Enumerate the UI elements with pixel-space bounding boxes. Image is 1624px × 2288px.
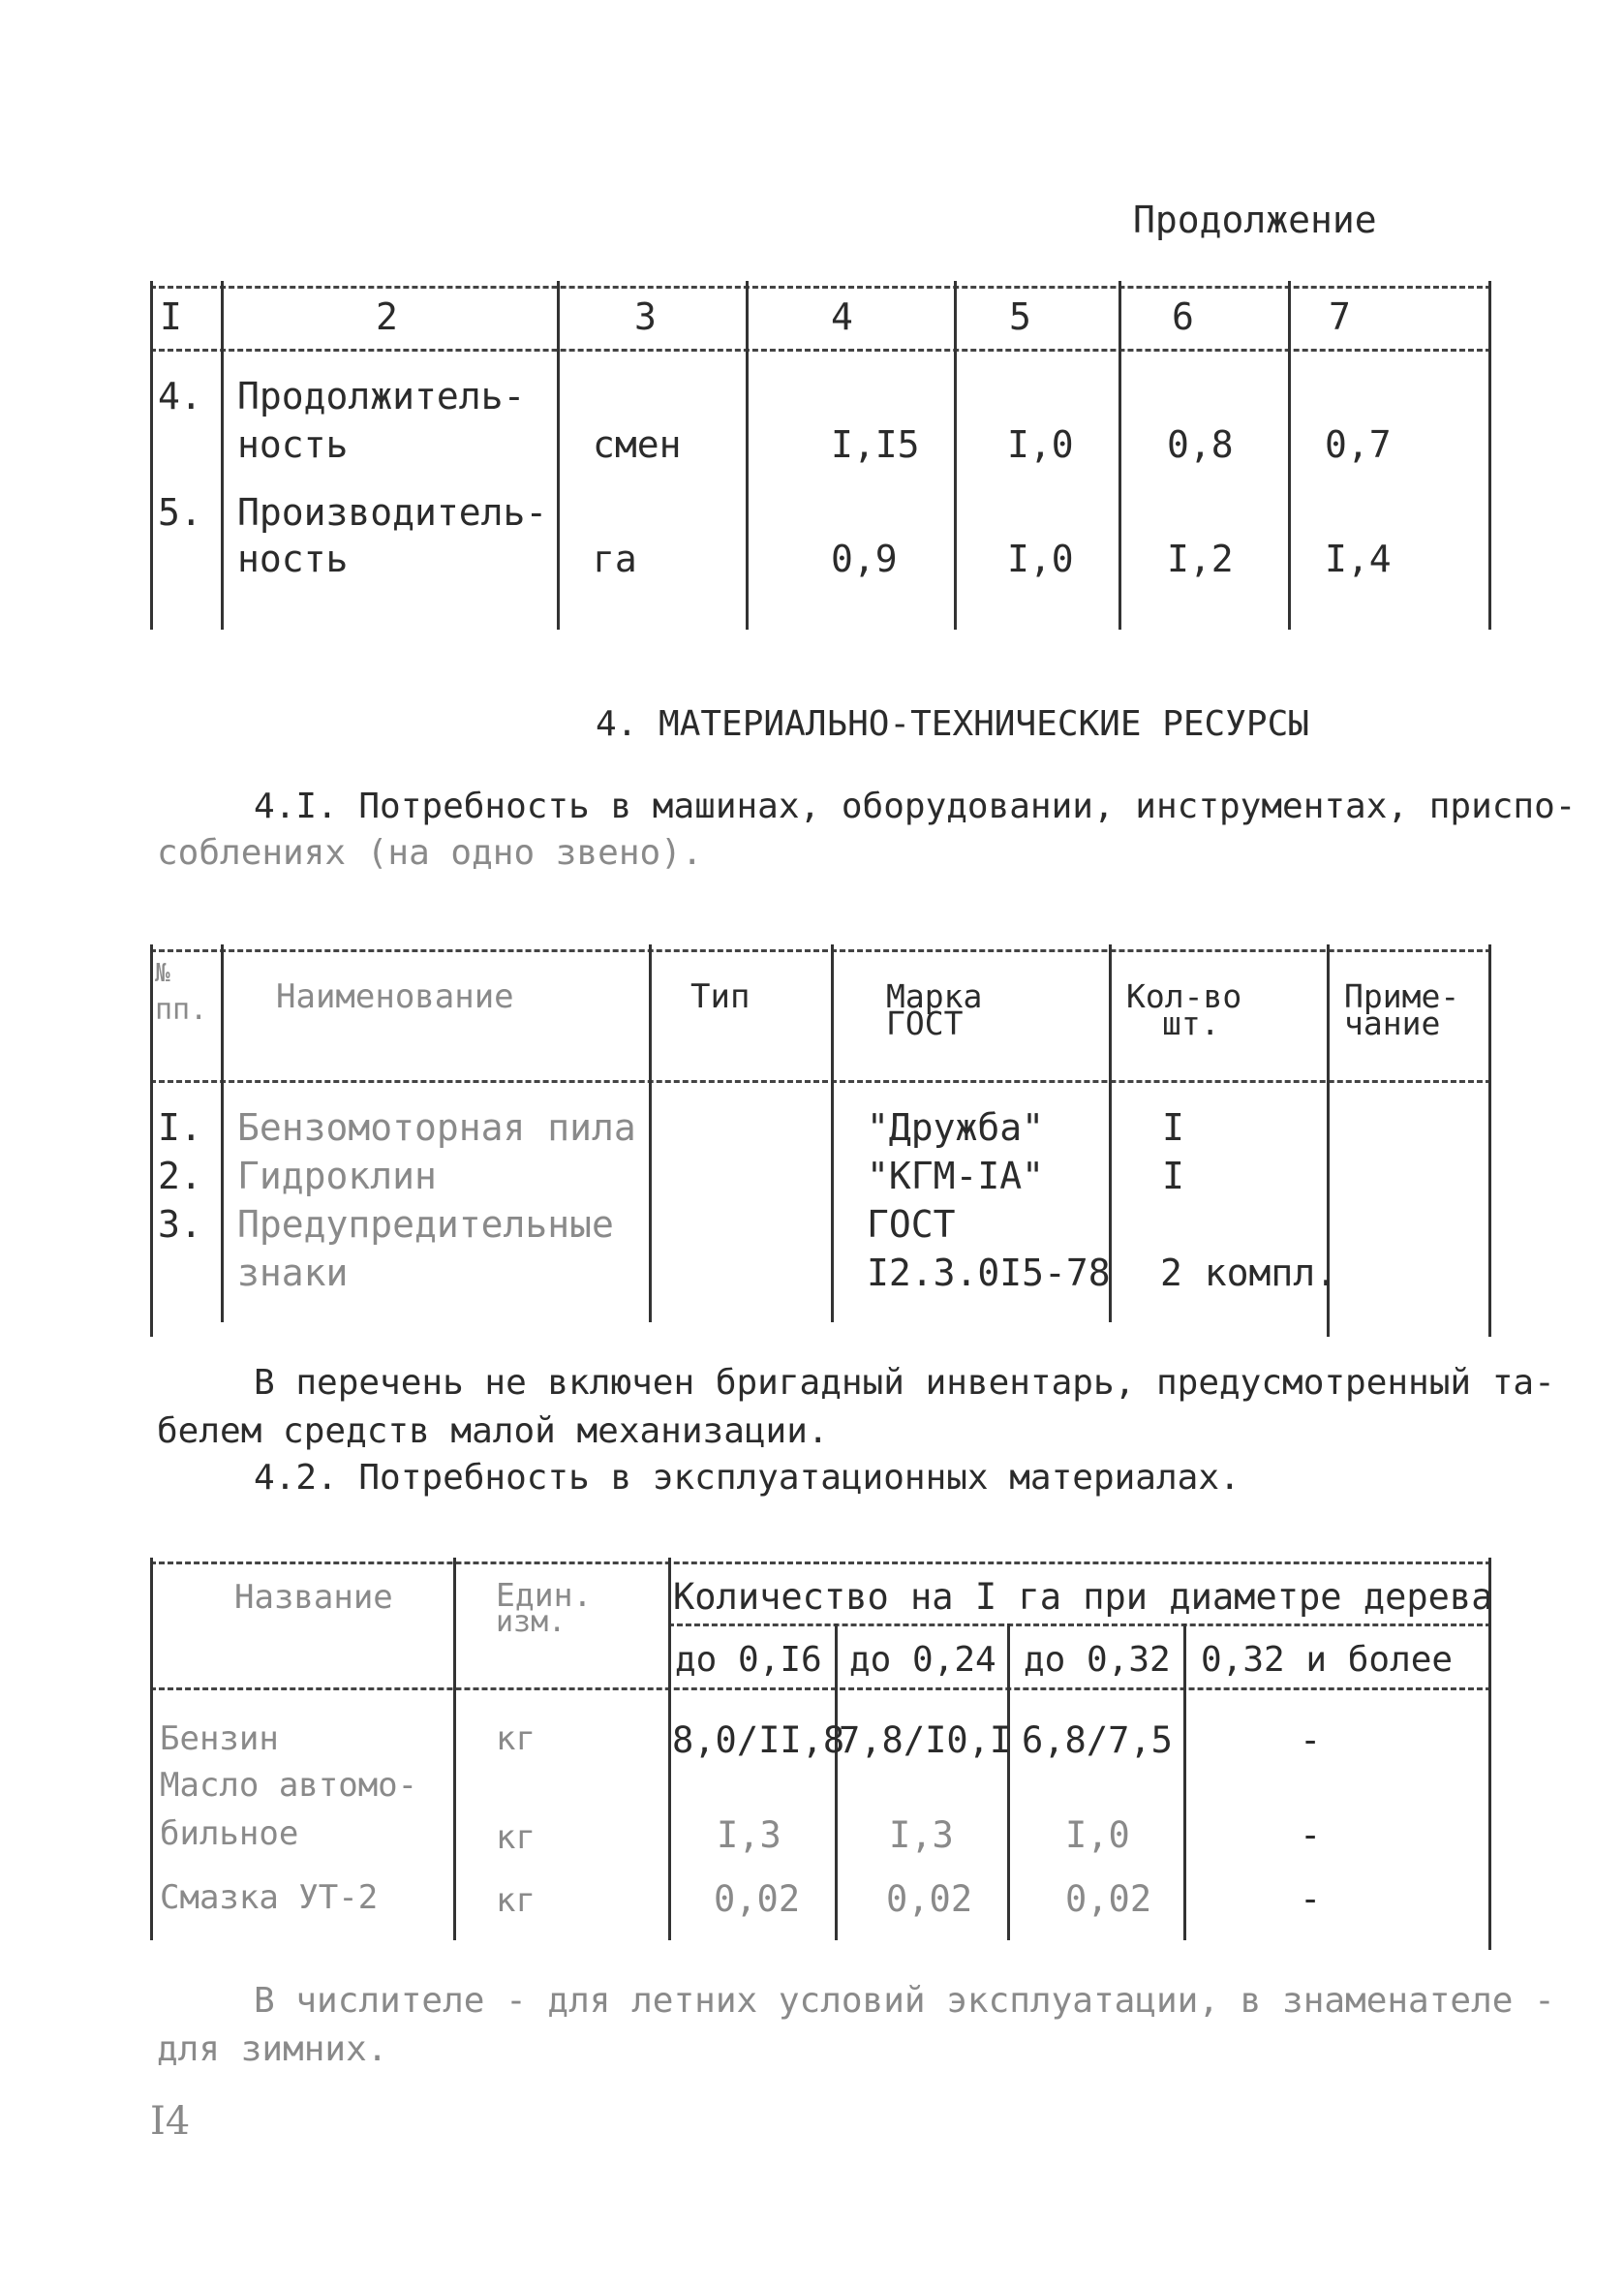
table-1-vline <box>954 281 957 630</box>
table-row-value: 7,8/I0,I <box>839 1719 1012 1761</box>
note-line: белем средств малой механизации. <box>157 1411 829 1451</box>
table-3-header-quantity: Количество на I га при диаметре дерева <box>673 1576 1493 1618</box>
table-3-header-rule <box>150 1687 1491 1690</box>
table-3-vline <box>150 1558 153 1940</box>
table-row-number: I. <box>158 1106 202 1149</box>
note-line: для зимних. <box>157 2029 388 2069</box>
table-1-vline <box>1288 281 1291 630</box>
table-3-vline <box>1183 1623 1186 1940</box>
table-row-qty: I <box>1162 1106 1184 1149</box>
table-row-value: I,3 <box>889 1814 954 1856</box>
table-3-subheader: 0,32 и более <box>1201 1640 1454 1680</box>
table-1-vline <box>221 281 224 630</box>
table-row-value: 0,8 <box>1167 423 1234 466</box>
table-3-vline <box>835 1623 838 1940</box>
table-1-vline <box>1118 281 1121 630</box>
table-1-vline <box>150 281 153 630</box>
table-3-sub-rule <box>668 1623 1491 1626</box>
table-row-value: I,4 <box>1325 538 1392 580</box>
table-2-vline <box>649 944 652 1322</box>
table-3-header-name: Название <box>234 1578 393 1617</box>
continuation-label: Продолжение <box>1133 199 1377 241</box>
table-1-header-cell: 6 <box>1172 295 1194 338</box>
section-title: 4. МАТЕРИАЛЬНО-ТЕХНИЧЕСКИЕ РЕСУРСЫ <box>596 704 1309 744</box>
table-2-header-num: пп. <box>155 993 208 1027</box>
table-3-header-unit: изм. <box>496 1605 567 1639</box>
table-row-value: I,2 <box>1167 538 1234 580</box>
table-1-header-cell: 2 <box>376 295 398 338</box>
table-row-qty: 2 компл. <box>1160 1252 1338 1294</box>
table-3-subheader: до 0,32 <box>1024 1640 1171 1680</box>
table-row-qty: I <box>1162 1155 1184 1197</box>
table-row-value: I,0 <box>1007 538 1074 580</box>
table-3-vline <box>1007 1623 1010 1940</box>
table-row-value: I,0 <box>1007 423 1074 466</box>
table-3-vline <box>668 1558 671 1940</box>
table-row-name: Масло автомо- <box>160 1766 418 1805</box>
table-row-value: 0,02 <box>1065 1878 1152 1920</box>
table-row-name: Гидроклин <box>237 1155 437 1197</box>
table-row-value: - <box>1300 1814 1322 1856</box>
table-row-name: ность <box>237 423 349 466</box>
table-row-name: Предупредительные <box>237 1203 614 1246</box>
table-2-header-name: Наименование <box>276 977 514 1016</box>
table-row-name: Бензомоторная пила <box>237 1106 636 1149</box>
table-1-header-cell: 4 <box>831 295 853 338</box>
table-row-name: бильное <box>160 1814 299 1853</box>
table-1-header-cell: 7 <box>1329 295 1351 338</box>
table-1-vline <box>746 281 749 630</box>
table-2-header-num: № <box>155 959 170 988</box>
table-3-subheader: до 0,I6 <box>675 1640 822 1680</box>
note-line: В числителе - для летних условий эксплуатации, в знаменателе - <box>254 1981 1555 2021</box>
table-2-header-qty: шт. <box>1162 1005 1220 1042</box>
table-row-number: 2. <box>158 1155 202 1197</box>
table-row-value: I,3 <box>717 1814 781 1856</box>
table-3-top-rule <box>150 1561 1491 1564</box>
table-row-name: Продолжитель- <box>237 375 526 417</box>
table-row-value: - <box>1300 1878 1322 1920</box>
table-row-name: Бензин <box>160 1719 279 1758</box>
table-2-header-rule <box>150 1080 1491 1083</box>
paragraph-4-1-line1: 4.I. Потребность в машинах, оборудовании, инструментах, приспо- <box>254 787 1577 826</box>
table-row-unit: смен <box>593 423 682 466</box>
table-row-name: Производитель- <box>237 491 548 534</box>
table-row-number: 5. <box>158 491 202 534</box>
table-2-vline <box>150 944 153 1337</box>
table-row-unit: га <box>593 538 637 580</box>
table-row-value: I,0 <box>1065 1814 1130 1856</box>
paragraph-4-1-line2: соблениях (на одно звено). <box>157 833 703 873</box>
table-3-vline <box>453 1558 456 1940</box>
table-row-mark: "КГМ-IА" <box>867 1155 1045 1197</box>
table-row-value: - <box>1300 1719 1322 1761</box>
table-2-top-rule <box>150 949 1491 952</box>
table-row-value: 0,9 <box>831 538 898 580</box>
table-1-header-cell: I <box>160 295 182 338</box>
table-row-value: 0,7 <box>1325 423 1392 466</box>
table-2-header-mark: ГОСТ <box>886 1005 964 1042</box>
table-2-vline <box>1488 944 1491 1337</box>
note-line: В перечень не включен бригадный инвентарь, предусмотренный та- <box>254 1363 1555 1403</box>
table-row-mark: "Дружба" <box>867 1106 1045 1149</box>
table-row-value: 0,02 <box>714 1878 801 1920</box>
table-row-unit: кг <box>496 1719 536 1758</box>
table-2-vline <box>831 944 834 1322</box>
table-1-vline <box>1488 281 1491 630</box>
table-row-value: I,I5 <box>831 423 920 466</box>
table-2-header-type: Тип <box>690 977 751 1016</box>
table-2-vline <box>221 944 224 1322</box>
table-row-name: ность <box>237 538 349 580</box>
page-number: I4 <box>150 2099 191 2144</box>
table-3-subheader: до 0,24 <box>849 1640 996 1680</box>
table-1-vline <box>557 281 560 630</box>
table-row-name: знаки <box>237 1252 349 1294</box>
table-1-header-cell: 3 <box>634 295 657 338</box>
table-row-value: 0,02 <box>886 1878 973 1920</box>
paragraph-4-2: 4.2. Потребность в эксплуатационных материалах. <box>254 1458 1241 1498</box>
table-2-header-qty: Кол-во <box>1126 977 1242 1015</box>
table-1-header-cell: 5 <box>1009 295 1031 338</box>
table-row-unit: кг <box>496 1818 536 1857</box>
table-row-mark: I2.3.0I5-78 <box>867 1252 1111 1294</box>
table-row-number: 4. <box>158 375 202 417</box>
table-row-unit: кг <box>496 1881 536 1920</box>
table-row-name: Смазка УТ-2 <box>160 1878 379 1917</box>
table-row-number: 3. <box>158 1203 202 1246</box>
table-2-header-note: Приме- <box>1344 977 1460 1015</box>
table-2-header-note: чание <box>1344 1005 1441 1042</box>
table-row-value: 8,0/II,8 <box>672 1719 845 1761</box>
table-2-header-mark: Марка <box>886 977 983 1015</box>
table-row-value: 6,8/7,5 <box>1022 1719 1173 1761</box>
table-3-header-unit: Един. <box>496 1576 593 1614</box>
table-row-mark: ГОСТ <box>867 1203 956 1246</box>
